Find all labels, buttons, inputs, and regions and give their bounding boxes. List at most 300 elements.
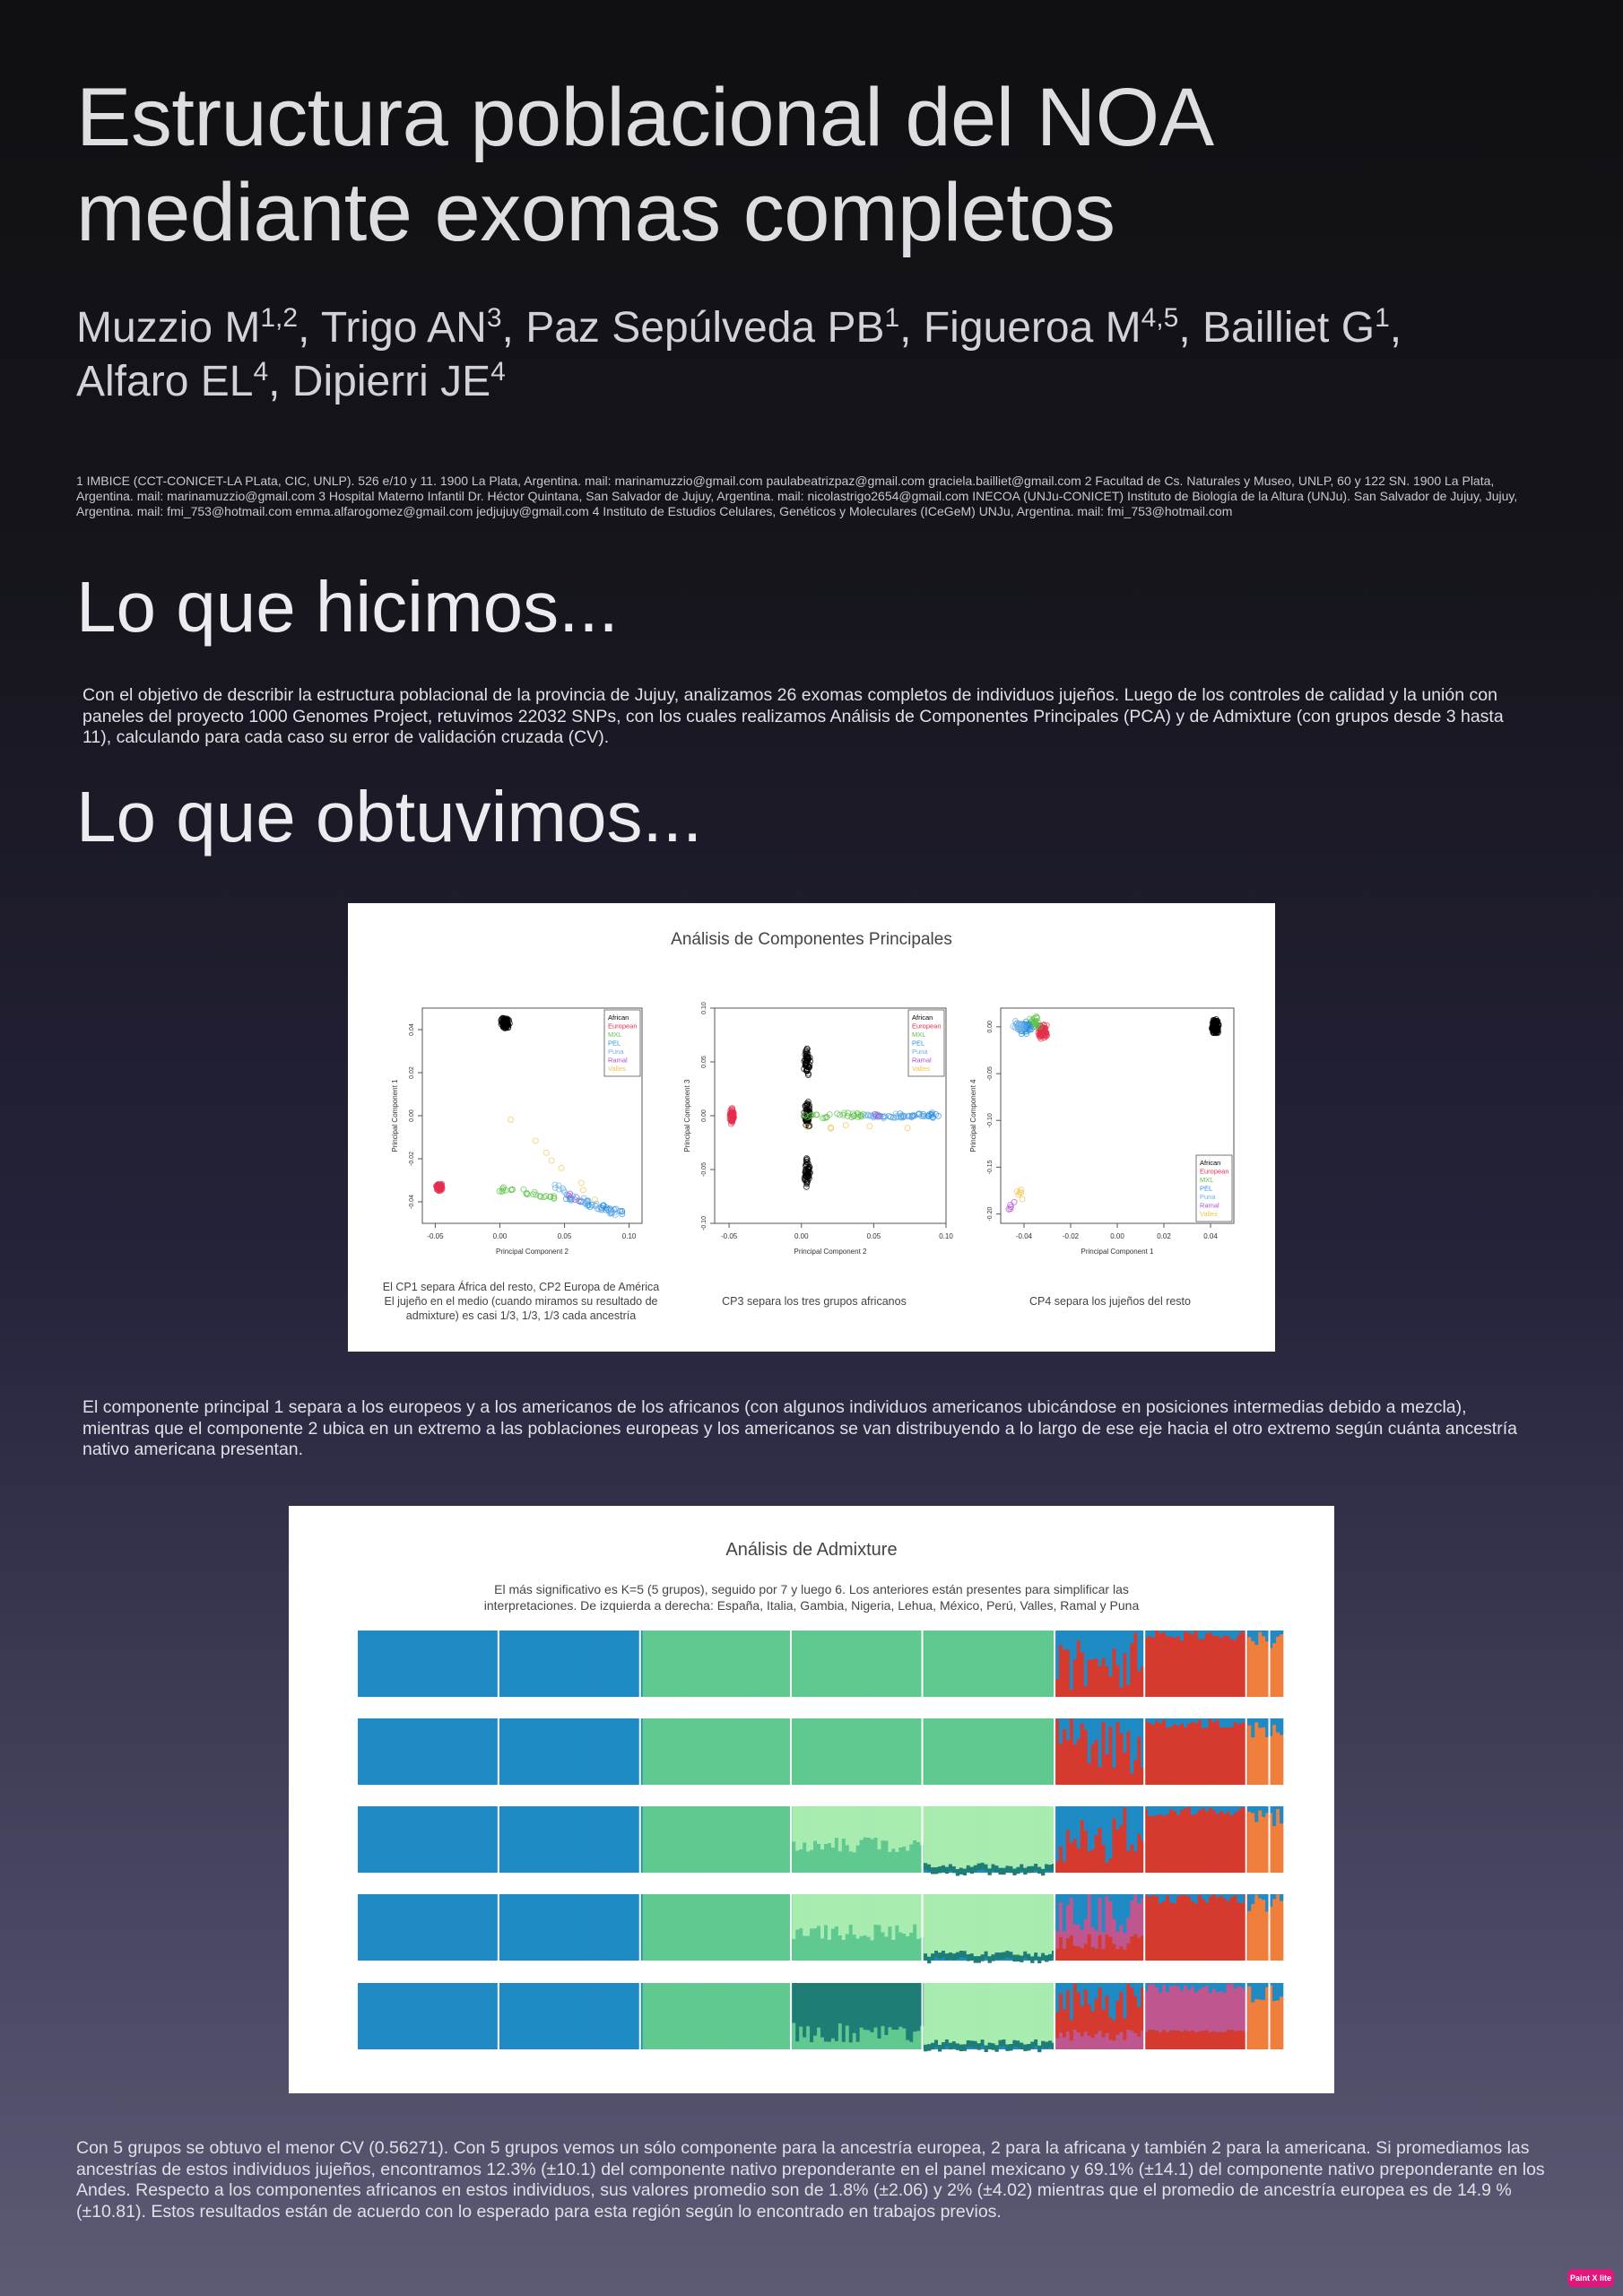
admixture-bar (806, 2026, 810, 2049)
admixture-bar (425, 1894, 429, 1961)
admixture-bar (1223, 1813, 1227, 1873)
admixture-bar (1184, 2031, 1187, 2049)
admixture-bar (461, 1894, 464, 1961)
admixture-bar (1148, 1636, 1151, 1697)
admixture-bar (1162, 1985, 1166, 2030)
admixture-bar (649, 1983, 653, 2049)
admixture-bar (820, 1631, 824, 1697)
admixture-bar (1169, 1726, 1173, 1785)
admixture-bar (1223, 1635, 1227, 1697)
admixture-bar (546, 1631, 550, 1697)
admixture-bar (884, 1983, 888, 2035)
y-tick-label: -0.05 (701, 1162, 707, 1177)
admixture-bar (361, 1718, 365, 1785)
admixture-bar (1041, 1631, 1045, 1697)
admixture-bar (1176, 1983, 1180, 1987)
admixture-bar (1030, 1806, 1034, 1866)
admixture-bar (956, 1894, 959, 1952)
admixture-bar (450, 1631, 454, 1697)
admixture-bar (1005, 2045, 1009, 2051)
admixture-bar (952, 1718, 956, 1785)
admixture-bar (486, 1631, 490, 1697)
admixture-bar (1073, 1631, 1077, 1659)
admixture-bar (817, 1983, 820, 2028)
admixture-bar (1184, 1983, 1187, 1986)
x-tick-label: -0.05 (427, 1232, 444, 1240)
y-tick-label: 0.02 (409, 1066, 415, 1079)
admixture-bar (1187, 2031, 1191, 2049)
admixture-bar (1187, 1632, 1191, 1697)
admixture-bar (557, 1806, 560, 1873)
admixture-bar (909, 1631, 913, 1697)
admixture-bar (1280, 1631, 1283, 1634)
admixture-bar (1198, 2031, 1202, 2049)
admixture-bar (1023, 1806, 1027, 1868)
admixture-bar (1066, 1831, 1070, 1873)
admixture-bar (874, 1806, 878, 1838)
admixture-bar (1219, 1631, 1223, 1638)
admixture-bar (418, 1806, 421, 1873)
admixture-bar (1102, 1983, 1106, 2010)
admixture-bar (674, 1631, 678, 1697)
admixture-bar (1137, 1631, 1141, 1671)
admixture-bar (1066, 1990, 1070, 2031)
admixture-bar (1151, 1985, 1155, 2031)
admixture-bar (927, 1957, 931, 1963)
admixture-bar (493, 1631, 497, 1697)
admixture-bar (550, 1631, 553, 1697)
admixture-bar (1262, 1718, 1265, 1727)
admixture-bar (1070, 1631, 1073, 1690)
admixture-bar (867, 1718, 871, 1785)
admixture-bar (1137, 1903, 1141, 1937)
admixture-bar (376, 1631, 379, 1697)
admixture-bar (429, 1631, 432, 1697)
admixture-bar (464, 1718, 468, 1785)
admixture-bar (500, 1894, 504, 1961)
admixture-bar (895, 1806, 898, 1852)
y-tick-label: -0.02 (409, 1152, 415, 1166)
pca-plot-1 (391, 1008, 642, 1256)
admixture-bar (1159, 1806, 1162, 1814)
admixture-bar (1059, 1894, 1063, 1902)
admixture-bar (1184, 1727, 1187, 1785)
admixture-bar (582, 1631, 586, 1697)
admixture-bar (664, 1806, 667, 1873)
admixture-bar (1009, 1952, 1012, 1958)
admixture-bar (1280, 1806, 1283, 1823)
admixture-bar (1066, 2031, 1070, 2049)
admixture-bar (753, 1894, 757, 1961)
admixture-bar (799, 1631, 803, 1697)
admixture-bar (568, 1894, 571, 1961)
admixture-bar (1198, 1894, 1202, 1895)
author-affiliation: 4,5 (1141, 303, 1179, 333)
admixture-bar (475, 1983, 479, 2049)
admixture-bar (1095, 1835, 1098, 1873)
admixture-bar (539, 1983, 542, 2049)
admixture-bar (927, 1894, 931, 1957)
admixture-bar (1091, 1894, 1095, 1927)
admixture-bar (472, 1894, 475, 1961)
admixture-bar (649, 1718, 653, 1785)
admixture-bar (1095, 1931, 1098, 1949)
admixture-bar (913, 1806, 916, 1840)
admixture-bar (450, 1894, 454, 1961)
admixture-bar (1169, 1986, 1173, 2030)
admixture-bar (956, 1631, 959, 1697)
admixture-bar (1262, 2000, 1265, 2049)
admixture-bar (1229, 1897, 1233, 1961)
admixture-bar (977, 1983, 981, 2043)
admixture-bar (728, 1983, 732, 2049)
admixture-bar (522, 1983, 525, 2049)
admixture-bar (386, 1894, 390, 1961)
data-point (559, 1165, 564, 1170)
admixture-bar (1102, 1932, 1106, 1949)
admixture-bar (985, 1894, 988, 1952)
admixture-bar (1137, 1834, 1141, 1873)
admixture-bar (1009, 1718, 1012, 1785)
admixture-bar (1219, 1811, 1223, 1873)
admixture-bar (927, 1983, 931, 2044)
admixture-bar (1066, 1983, 1070, 1990)
admixture-bar (636, 1631, 639, 1697)
admixture-bar (1123, 1983, 1126, 2018)
admixture-bar (557, 1983, 560, 2049)
x-tick-label: 0.10 (621, 1232, 637, 1240)
admixture-bar (1254, 1722, 1258, 1785)
admixture-bar (970, 1806, 974, 1867)
admixture-bar (777, 1718, 781, 1785)
admixture-bar (671, 1631, 674, 1697)
admixture-bar (902, 1894, 906, 1934)
admixture-bar (582, 1894, 586, 1961)
admixture-bar (806, 1806, 810, 1852)
admixture-bar (408, 1631, 412, 1697)
admixture-bar (1180, 1640, 1184, 1697)
admixture-bar (647, 1718, 650, 1785)
admixture-bar (515, 1718, 518, 1785)
admixture-bar (792, 1894, 795, 1939)
admixture-bar (1166, 1983, 1169, 1992)
admixture-bar (1229, 1894, 1233, 1897)
section-title-obtuvimos: Lo que obtuvimos... (76, 777, 703, 857)
admixture-bar (1123, 1894, 1126, 1933)
admixture-bar (1005, 1983, 1009, 2045)
pca-plot-3 (969, 1008, 1234, 1256)
admixture-bar (988, 1894, 992, 1956)
admixture-bar (1002, 1806, 1005, 1868)
admixture-bar (710, 1894, 714, 1961)
admixture-bar (1106, 1863, 1109, 1873)
admixture-bar (856, 2042, 860, 2049)
admixture-bar (1066, 1649, 1070, 1697)
admixture-bar (1209, 2032, 1212, 2049)
admixture-bar (1112, 1631, 1115, 1648)
admixture-bar (853, 1894, 856, 1935)
admixture-bar (457, 1806, 461, 1873)
admixture-bar (1070, 1983, 1073, 2021)
admixture-bar (777, 1894, 781, 1961)
admixture-bar (1205, 1806, 1209, 1812)
admixture-bar (678, 1894, 681, 1961)
admixture-bar (418, 1894, 421, 1961)
admixture-bar (849, 1851, 853, 1873)
admixture-bar (1005, 1806, 1009, 1866)
admixture-bar (383, 1983, 386, 2049)
admixture-bar (1055, 1949, 1059, 1961)
admixture-bar (1237, 1635, 1240, 1697)
admixture-bar (1240, 1807, 1244, 1873)
admixture-bar (1088, 2036, 1091, 2049)
admixture-bar (1091, 1927, 1095, 1947)
admixture-bar (1184, 1986, 1187, 2031)
admixture-bar (1009, 2044, 1012, 2050)
admixture-bar (813, 1894, 817, 1928)
admixture-bar (1276, 1733, 1280, 1785)
admixture-bar (949, 1865, 952, 1871)
admixture-bar (1173, 1903, 1176, 1961)
admixture-bar (739, 1983, 742, 2049)
admixture-bar (1102, 1894, 1106, 1932)
admixture-bar (1023, 1868, 1027, 1874)
data-point (543, 1150, 549, 1155)
admixture-bar (884, 2035, 888, 2049)
admixture-bar (376, 1806, 379, 1873)
admixture-bar (898, 1848, 902, 1873)
admixture-bar (504, 1894, 508, 1961)
admixture-bar (742, 1806, 746, 1873)
admixture-bar (1109, 1631, 1113, 1676)
admixture-bar (1077, 1718, 1081, 1739)
admixture-bar (1251, 1983, 1254, 2003)
admixture-bar (860, 1894, 864, 1936)
admixture-bar (1098, 1718, 1102, 1767)
admixture-bar (956, 1806, 959, 1869)
admixture-bar (1112, 1768, 1115, 1785)
admixture-bar (942, 2042, 945, 2048)
admixture-bar (913, 2031, 916, 2049)
admixture-bar (803, 1842, 806, 1873)
admixture-bar (390, 1718, 394, 1785)
admixture-bar (1102, 1658, 1106, 1697)
admixture-bar (792, 2023, 795, 2049)
admixture-bar (1240, 1723, 1244, 1785)
admixture-bar (1045, 1806, 1048, 1864)
admixture-bar (707, 1894, 710, 1961)
admixture-bar (1070, 1898, 1073, 1935)
admixture-bar (1066, 1806, 1070, 1831)
admixture-bar (1226, 1901, 1229, 1961)
admixture-bar (1098, 1828, 1102, 1873)
admixture-bar (820, 1806, 824, 1849)
author-affiliation: 1,2 (260, 303, 299, 333)
admixture-bar (1073, 1806, 1077, 1839)
admixture-bar (1109, 1901, 1113, 1937)
admixture-bar (390, 1983, 394, 2049)
admixture-bar (813, 1841, 817, 1873)
admixture-bar (358, 1631, 361, 1697)
admixture-bar (934, 1806, 938, 1867)
admixture-bar (938, 1631, 942, 1697)
admixture-bar (542, 1983, 546, 2049)
admixture-bar (909, 1718, 913, 1785)
admixture-bar (864, 1983, 867, 2030)
admixture-bar (1209, 1897, 1212, 1961)
admixture-bar (692, 1806, 696, 1873)
admixture-bar (1240, 1894, 1244, 1903)
admixture-bar (810, 2042, 813, 2049)
admixture-bar (479, 1718, 482, 1785)
admixture-bar (611, 1983, 614, 2049)
admixture-bar (425, 1806, 429, 1873)
admixture-bar (685, 1983, 689, 2049)
admixture-bar (518, 1983, 522, 2049)
admixture-bar (412, 1983, 415, 2049)
admixture-bar (795, 1930, 799, 1961)
admixture-bar (1209, 1631, 1212, 1632)
admixture-bar (750, 1983, 753, 2049)
admixture-bar (603, 1631, 607, 1697)
poster-title (76, 70, 1556, 260)
admixture-bar (949, 1983, 952, 2043)
authors (76, 301, 1583, 409)
admixture-bar (742, 1718, 746, 1785)
admixture-bar (685, 1631, 689, 1697)
admixture-bar (746, 1983, 750, 2049)
admixture-bar (750, 1631, 753, 1697)
x-tick-label: 0.00 (1110, 1232, 1124, 1240)
admixture-bar (1240, 1718, 1244, 1723)
admixture-bar (372, 1894, 376, 1961)
admixture-bar (981, 1894, 985, 1954)
admixture-bar (977, 2043, 981, 2049)
admixture-bar (600, 1983, 603, 2049)
admixture-bar (593, 1894, 596, 1961)
admixture-bar (838, 2023, 842, 2049)
admixture-bar (728, 1806, 732, 1873)
admixture-bar (1180, 1631, 1184, 1640)
admixture-bar (884, 1840, 888, 1873)
admixture-bar (891, 2030, 895, 2049)
admixture-bar (1219, 1638, 1223, 1697)
series-valles (804, 1123, 910, 1132)
y-tick-label: -0.04 (409, 1195, 415, 1209)
admixture-bar (412, 1806, 415, 1873)
x-axis-label: Principal Component 2 (794, 1248, 867, 1256)
admixture-bar (415, 1806, 419, 1873)
admixture-bar (660, 1983, 664, 2049)
admixture-bar (1247, 1726, 1251, 1785)
admixture-bar (425, 1631, 429, 1697)
admixture-bar (1115, 1983, 1119, 2001)
admixture-bar (721, 1894, 725, 1961)
admixture-bar (361, 1894, 365, 1961)
admixture-bar (721, 1806, 725, 1873)
admixture-bar (792, 1631, 795, 1697)
admixture-bar (924, 1983, 927, 2045)
admixture-bar (1091, 1947, 1095, 1961)
admixture-bar (401, 1631, 404, 1697)
admixture-bar (992, 1894, 995, 1954)
admixture-bar (750, 1894, 753, 1961)
admixture-bar (998, 1806, 1002, 1868)
admixture-bar (379, 1718, 383, 1785)
admixture-bar (1073, 1946, 1077, 1961)
admixture-bar (401, 1718, 404, 1785)
admixture-bar (1180, 1724, 1184, 1785)
admixture-bar (799, 1849, 803, 1873)
admixture-bar (998, 1631, 1002, 1697)
admixture-bar (1191, 1631, 1194, 1634)
admixture-bar (600, 1894, 603, 1961)
admixture-bar (560, 1631, 564, 1697)
admixture-bar (916, 2031, 920, 2049)
admixture-bar (1126, 1984, 1130, 2030)
admixture-bar (1020, 1894, 1023, 1956)
admixture-bar (1226, 1718, 1229, 1727)
admixture-bar (1133, 1631, 1137, 1633)
admixture-bar (831, 1929, 835, 1961)
admixture-bar (949, 1806, 952, 1865)
admixture-bar (1191, 1722, 1194, 1785)
admixture-bar (913, 1718, 916, 1785)
admixture-bar (770, 1806, 774, 1873)
series-ramal (1006, 1199, 1017, 1212)
admixture-bar (1055, 1931, 1059, 1949)
admixture-bar (831, 1848, 835, 1873)
admixture-bar (1205, 1902, 1209, 1961)
admixture-bar (1262, 1983, 1265, 2000)
admixture-bar (1151, 1718, 1155, 1725)
admixture-bar (582, 1718, 586, 1785)
admixture-bar (981, 1983, 985, 2039)
data-point (905, 1126, 910, 1131)
y-tick-label: 0.10 (701, 1002, 707, 1014)
admixture-bar (952, 2041, 956, 2048)
legend-entry: Puna (608, 1048, 624, 1056)
admixture-bar (632, 1983, 636, 2049)
admixture-bar (1272, 1826, 1276, 1873)
admixture-bar (1077, 1631, 1081, 1640)
admixture-bar (500, 1983, 504, 2049)
admixture-bar (376, 1718, 379, 1785)
admixture-bar (1198, 1718, 1202, 1720)
admixture-bar (888, 1894, 891, 1926)
admixture-bar (515, 1894, 518, 1961)
admixture-bar (475, 1806, 479, 1873)
admixture-bar (539, 1894, 542, 1961)
admixture-bar (447, 1894, 450, 1961)
admixture-bar (542, 1718, 546, 1785)
admixture-bar (1151, 2030, 1155, 2049)
admixture-bar (1059, 1847, 1063, 1873)
admixture-bar (629, 1894, 632, 1961)
admixture-bar (831, 1894, 835, 1929)
admixture-bar (1276, 1806, 1280, 1809)
admixture-bar (924, 1631, 927, 1697)
admixture-bar (1237, 1894, 1240, 1902)
admixture-bar (742, 1631, 746, 1697)
admixture-bar (781, 1894, 785, 1961)
admixture-bar (522, 1631, 525, 1697)
admixture-bar (967, 1954, 970, 1961)
admixture-bar (1148, 1894, 1151, 1897)
admixture-bar (1126, 1806, 1130, 1851)
admixture-bar (383, 1894, 386, 1961)
admixture-bar (1173, 2031, 1176, 2049)
